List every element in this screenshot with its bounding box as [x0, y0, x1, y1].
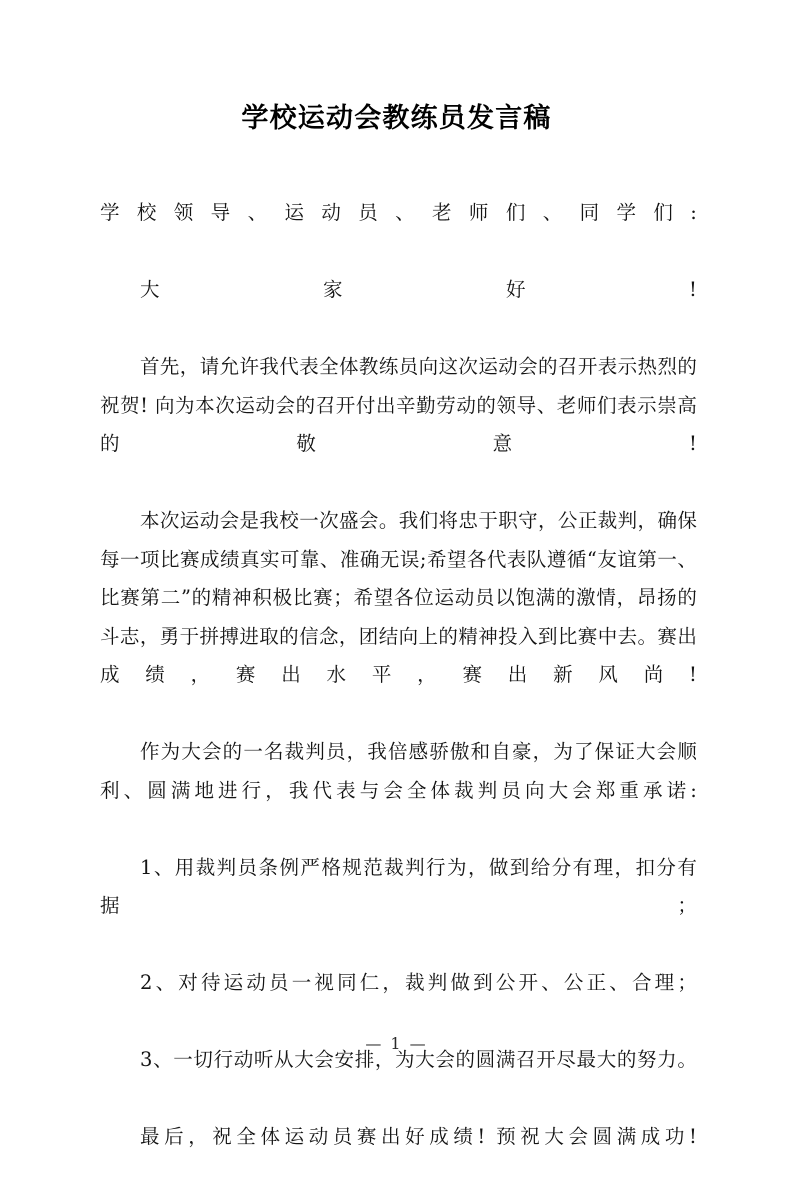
paragraph-greeting: 大家好!: [140, 278, 697, 301]
paragraph-congratulations: 首先，请允许我代表全体教练员向这次运动会的召开表示热烈的祝贺! 向为本次运动会的召开付出辛勤劳动的领导、老师们表示崇高的敬意!: [100, 355, 697, 455]
paragraph-pledge-intro: 本次运动会是我校一次盛会。我们将忠于职守，公正裁判，确保每一项比赛成绩真实可靠、准确无误;希望各代表队遵循“友谊第一、比赛第二”的精神积极比赛；希望各位运动员以饱满的激情，昂扬的斗志，勇于拼搏进取的信念，团结向上的精神投入到比赛中去。赛出成绩，赛出水平，赛出新风尚!: [100, 509, 697, 686]
paragraph-closing: 最后，祝全体运动员赛出好成绩! 预祝大会圆满成功!: [140, 1125, 697, 1148]
paragraph-salutation: 学校领导、运动员、老师们、同学们:: [100, 201, 697, 224]
page-title: 学校运动会教练员发言稿: [241, 103, 552, 134]
page-number-footer: — 1 —: [365, 1034, 428, 1053]
paragraph-referee-promise: 作为大会的一名裁判员，我倍感骄傲和自豪，为了保证大会顺利、圆满地进行，我代表与会全体裁判员向大会郑重承诺:: [100, 740, 697, 802]
paragraph-promise-3: 3、一切行动听从大会安排，为大会的圆满召开尽最大的努力。: [140, 1048, 697, 1071]
paragraph-promise-1: 1、用裁判员条例严格规范裁判行为，做到给分有理，扣分有据；: [100, 855, 697, 917]
paragraph-promise-2: 2、对待运动员一视同仁，裁判做到公开、公正、合理；: [140, 971, 697, 994]
